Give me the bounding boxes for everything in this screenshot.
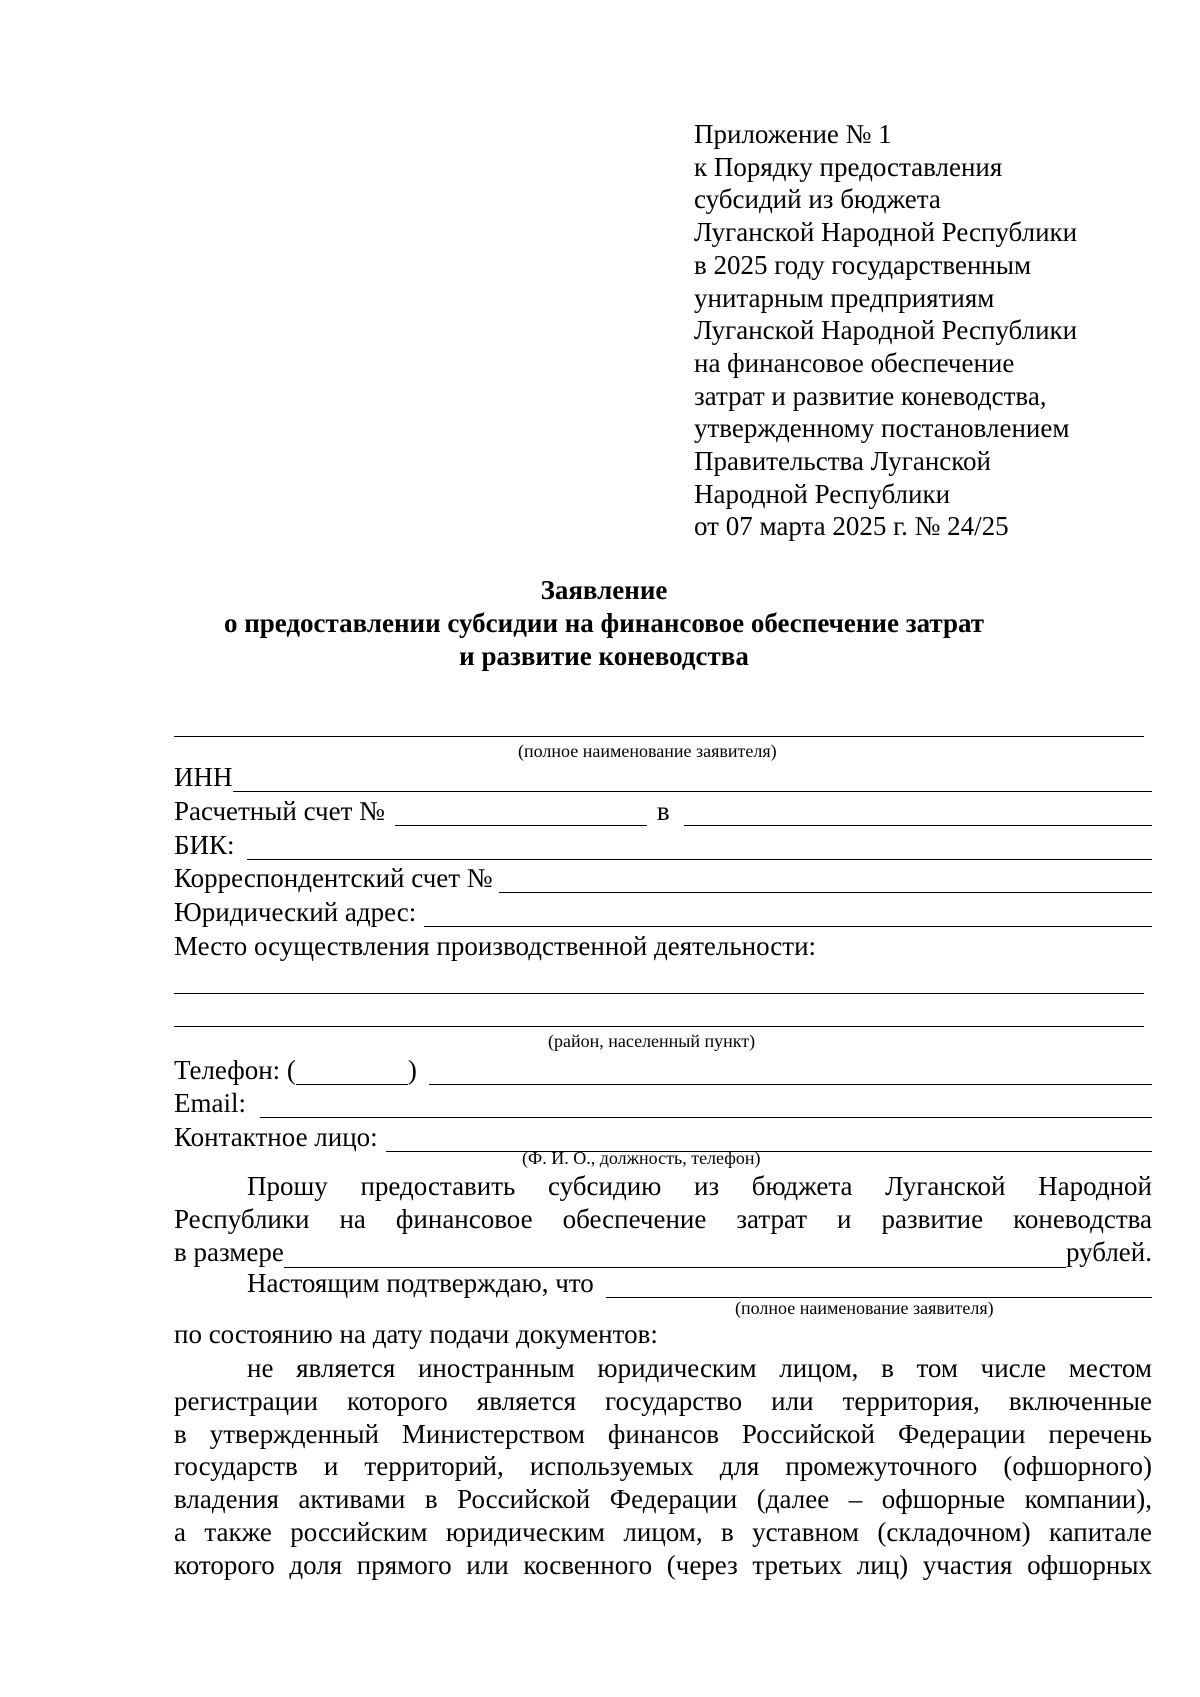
phone-label: Телефон: (: [174, 1055, 296, 1085]
phone-code-line[interactable]: [296, 1062, 408, 1085]
production-place-label: Место осуществления производственной деятельности:: [174, 931, 817, 961]
amount-line[interactable]: [284, 1243, 1066, 1268]
appendix-line: Приложение № 1: [694, 119, 892, 149]
email-field[interactable]: [174, 1088, 1152, 1118]
appendix-header: [694, 118, 1077, 543]
request-paragraph: [174, 1170, 1152, 1268]
production-place-line-2[interactable]: [174, 1026, 1144, 1027]
title-line-3: и развитие коневодства: [459, 641, 749, 671]
offshore-line: государств и территорий, используемых для промежуточного (офшорного): [174, 1451, 1152, 1482]
inn-field[interactable]: [174, 762, 1152, 792]
production-place-field: [174, 931, 1152, 961]
contact-person-line[interactable]: [386, 1129, 1152, 1152]
confirm-field[interactable]: [174, 1268, 1152, 1298]
contact-person-label: Контактное лицо:: [174, 1122, 378, 1152]
corr-account-field[interactable]: [174, 863, 1152, 893]
account-label: Расчетный счет №: [174, 796, 385, 826]
appendix-line: к Порядку предоставления: [694, 151, 1003, 182]
bik-field[interactable]: [174, 830, 1152, 860]
appendix-line: Луганской Народной Республики: [694, 315, 1078, 346]
email-line[interactable]: [260, 1095, 1152, 1118]
appendix-line: субсидий из бюджета: [694, 184, 941, 215]
offshore-line: не является иностранным юридическим лицом, в том числе местом: [247, 1353, 1152, 1383]
title-line-2: о предоставлении субсидии на финансовое обеспечение затрат: [223, 608, 985, 638]
confirm-applicant-line[interactable]: [606, 1275, 1152, 1298]
request-amount-row[interactable]: [174, 1236, 1152, 1269]
appendix-line: Луганской Народной Республики: [694, 217, 1078, 248]
inn-line[interactable]: [233, 769, 1153, 792]
amount-suffix: рублей.: [1065, 1236, 1152, 1267]
legal-address-field[interactable]: [174, 897, 1152, 927]
phone-number-line[interactable]: [429, 1062, 1152, 1085]
email-label: Email:: [174, 1088, 246, 1118]
caption-applicant-2: (полное наименование заявителя): [735, 1298, 994, 1318]
bik-line[interactable]: [247, 837, 1152, 860]
account-field[interactable]: [174, 796, 1152, 826]
appendix-line: на финансовое обеспечение: [694, 347, 1015, 378]
appendix-line: Правительства Луганской: [694, 446, 991, 477]
legal-address-line[interactable]: [424, 904, 1152, 927]
production-place-line-1[interactable]: [174, 993, 1144, 994]
account-in-label: в: [656, 796, 670, 826]
offshore-line: которого доля прямого или косвенного (через третьих лиц) участия офшорных: [174, 1549, 1152, 1580]
legal-address-label: Юридический адрес:: [174, 897, 417, 927]
confirm-prefix: Настоящим подтверждаю, что: [247, 1268, 594, 1298]
amount-prefix: в размере: [174, 1236, 284, 1267]
title-line-1: Заявление: [540, 575, 668, 605]
bik-label: БИК:: [174, 830, 235, 860]
offshore-paragraph: [174, 1352, 1152, 1582]
offshore-line: в утвержденный Министерством финансов Российской Федерации перечень: [174, 1418, 1152, 1449]
applicant-name-line[interactable]: [174, 736, 1144, 737]
request-line-2: Республики на финансовое обеспечение затрат и развитие коневодства: [174, 1203, 1152, 1234]
appendix-line: унитарным предприятиям: [694, 282, 995, 313]
caption-applicant: (полное наименование заявителя): [518, 741, 777, 761]
corr-account-line[interactable]: [499, 870, 1152, 893]
as-of-line: по состоянию на дату подачи документов:: [174, 1319, 658, 1349]
account-number-line[interactable]: [395, 803, 647, 826]
appendix-line: в 2025 году государственным: [694, 249, 1032, 280]
inn-label: ИНН: [174, 762, 233, 792]
caption-district: (район, населенный пункт): [548, 1031, 756, 1051]
phone-close-paren: ): [407, 1055, 417, 1085]
corr-account-label: Корреспондентский счет №: [174, 863, 493, 893]
appendix-line: Народной Республики: [694, 478, 951, 509]
appendix-line: затрат и развитие коневодства,: [694, 380, 1047, 411]
offshore-line: владения активами в Российской Федерации (далее – офшорные компании),: [174, 1484, 1152, 1515]
request-line-1: Прошу предоставить субсидию из бюджета Луганской Народной: [247, 1171, 1152, 1201]
caption-contact: (Ф. И. О., должность, телефон): [522, 1148, 761, 1168]
phone-field[interactable]: [174, 1055, 1152, 1085]
offshore-line: регистрации которого является государство или территория, включенные: [174, 1385, 1152, 1416]
document-title: [0, 574, 1200, 673]
offshore-line: а также российским юридическим лицом, в уставном (складочном) капитале: [174, 1516, 1152, 1547]
bank-name-line[interactable]: [684, 803, 1152, 826]
appendix-line: от 07 марта 2025 г. № 24/25: [694, 511, 1009, 542]
appendix-line: утвержденному постановлением: [694, 413, 1070, 444]
